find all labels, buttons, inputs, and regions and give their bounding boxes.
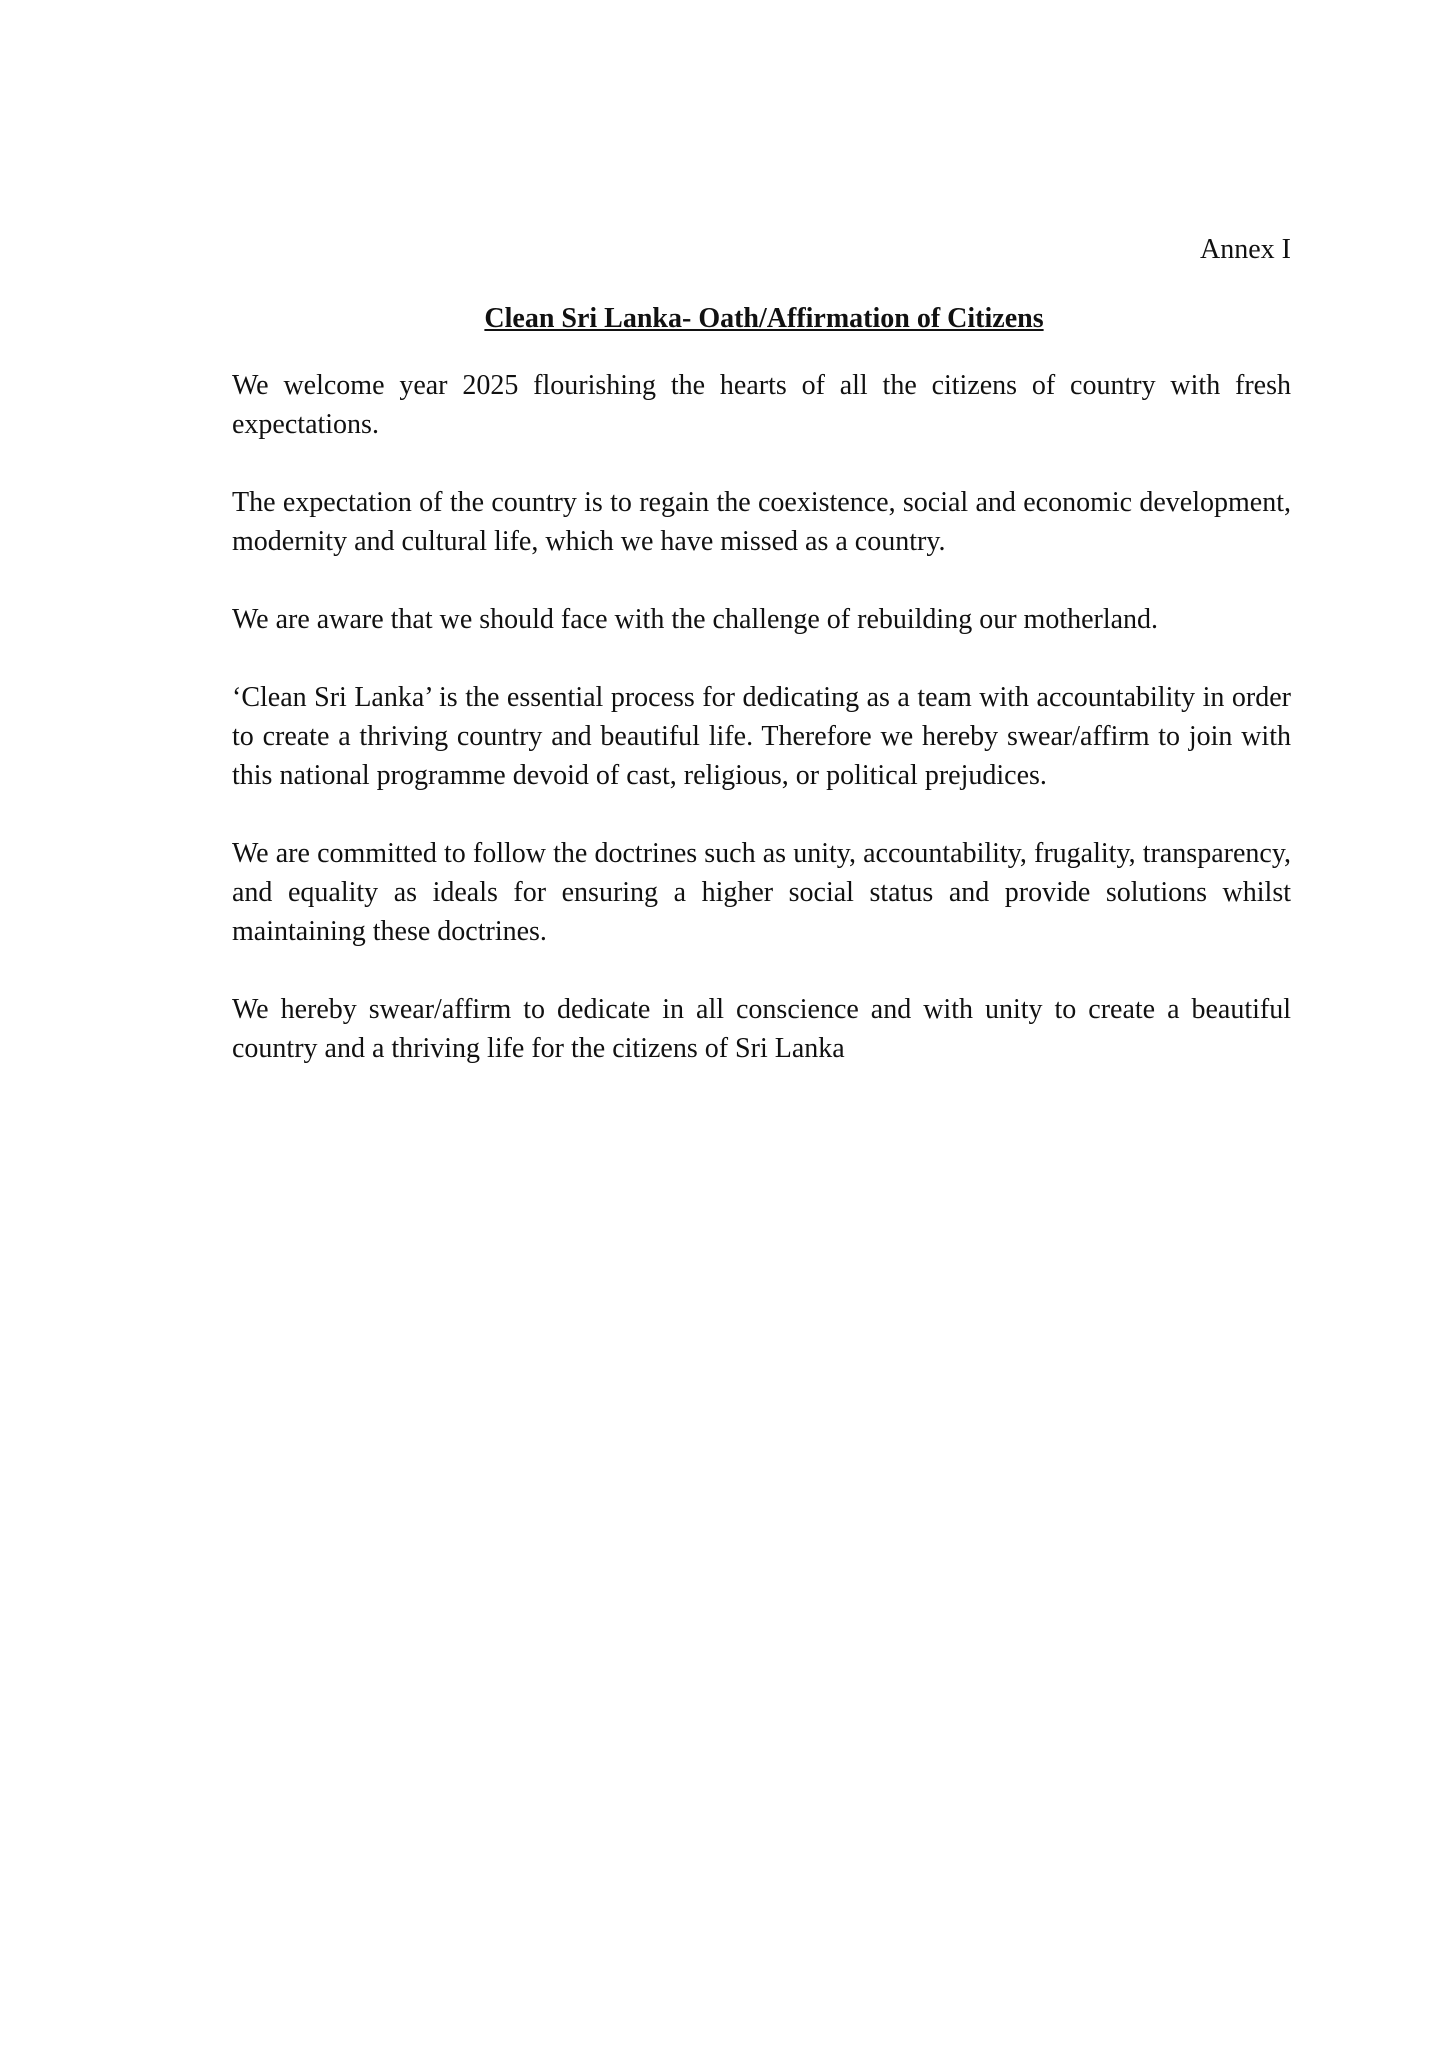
paragraph-oath: We hereby swear/affirm to dedicate in all conscience and with unity to create a beautiful country and a thriving life for the citizens of Sri Lanka bbox=[232, 994, 1291, 1064]
paragraph-clean-sri-lanka: ‘Clean Sri Lanka’ is the essential process for dedicating as a team with accountability in order to create a thriving country and beautiful life. Therefore we hereby swear/affirm to join with this national programme devoid of cast, religious, or political prejudices. bbox=[232, 682, 1291, 791]
paragraph-awareness: We are aware that we should face with the challenge of rebuilding our motherland. bbox=[232, 604, 1159, 635]
document-body bbox=[232, 366, 1291, 1107]
paragraph-commitment: We are committed to follow the doctrines such as unity, accountability, frugality, transparency, and equality as ideals for ensuring a higher social status and provide solutions whilst maintaining these doctrines. bbox=[232, 838, 1291, 947]
annex-label: Annex I bbox=[1200, 234, 1291, 265]
paragraph-expectation: The expectation of the country is to regain the coexistence, social and economic development, modernity and cultural life, which we have missed as a country. bbox=[232, 487, 1291, 557]
document-title: Clean Sri Lanka- Oath/Affirmation of Citizens bbox=[484, 303, 1044, 334]
paragraph-welcome: We welcome year 2025 flourishing the hearts of all the citizens of country with fresh expectations. bbox=[232, 370, 1291, 440]
